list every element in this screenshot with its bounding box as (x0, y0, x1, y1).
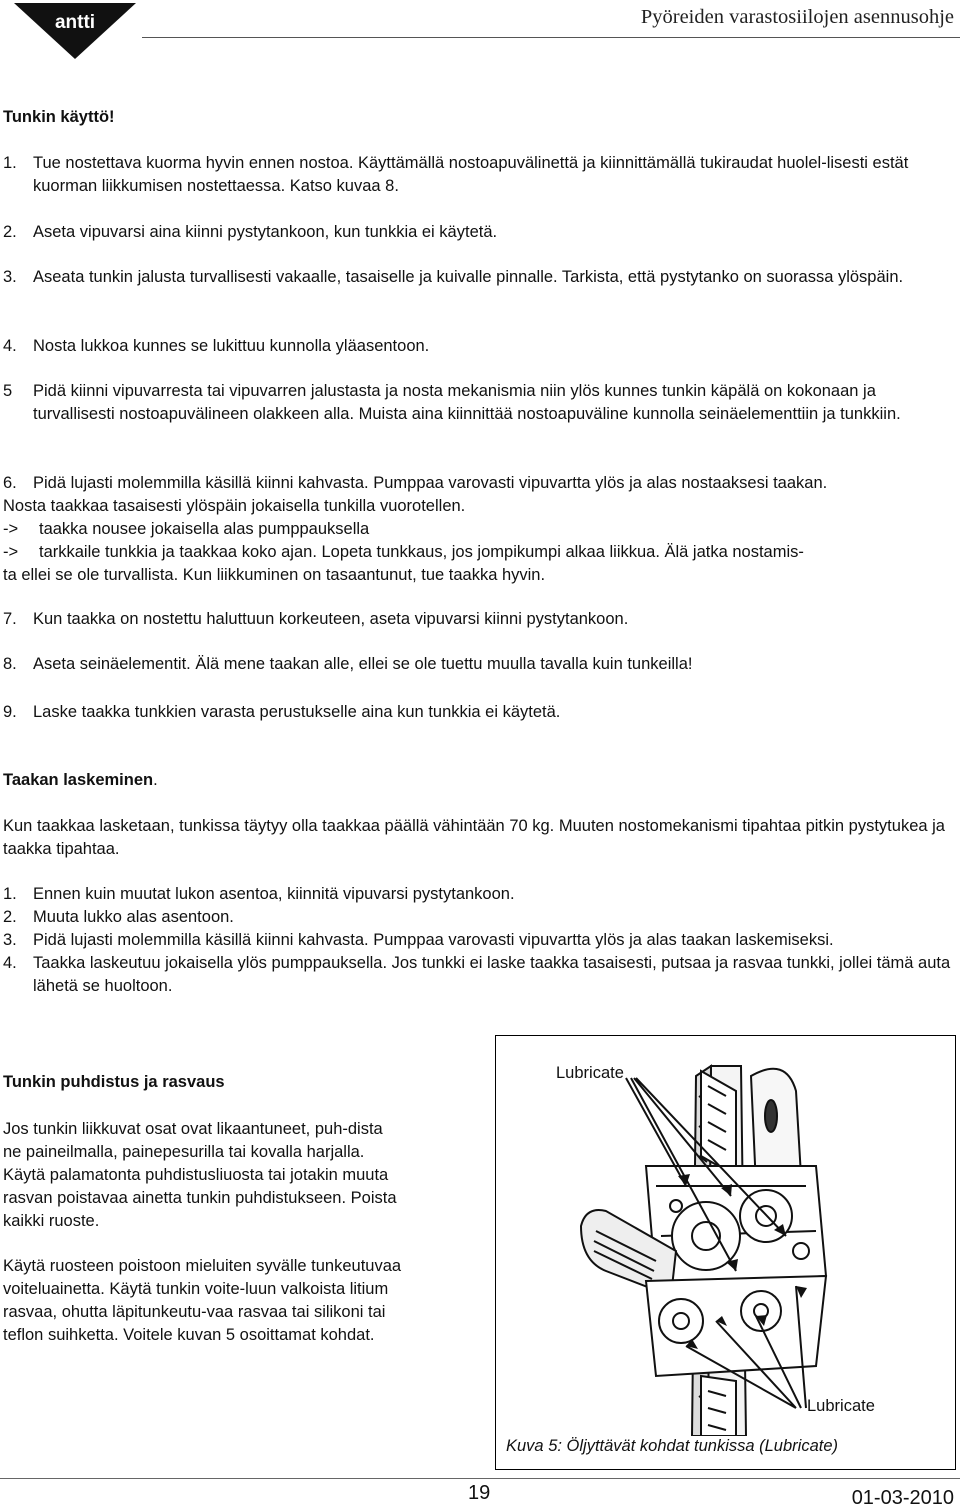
list-item: 4. Nosta lukkoa kunnes se lukittuu kunnolla yläasentoon. (3, 337, 430, 355)
list-item: 3. Aseata tunkin jalusta turvallisesti vakaalle, tasaiselle ja kuivalle pinnalle. Tarkista, että pystytanko on suorassa ylöspäin. (3, 268, 904, 286)
svg-text:antti: antti (54, 12, 96, 33)
lubricate-label-top: Lubricate (556, 1064, 624, 1082)
footer-rule (0, 1478, 960, 1479)
lowering-steps (3, 883, 955, 998)
document-date: 01-03-2010 (851, 1487, 954, 1509)
figure-caption: Kuva 5: Öljyttävät kohdat tunkissa (Lubricate) (506, 1437, 838, 1455)
list-item: 2. Muuta lukko alas asentoon. (3, 908, 234, 926)
list-item: 3. Pidä lujasti molemmilla käsillä kiinni kahvasta. Pumppaa varovasti vipuvartta ylös ja alas taakan laskemiseksi. (3, 931, 834, 949)
list-item: 9. Laske taakka tunkkien varasta perustukselle aina kun tunkkia ei käytetä. (3, 703, 561, 721)
header-rule (142, 37, 960, 38)
list-item-6: 6. Pidä lujasti molemmilla käsillä kiinni kahvasta. Pumppaa varovasti vipuvartta ylös ja alas nostaaksesi taakan. Nosta taakkaa tasaisesti ylöspäin jokaisella tunkilla vuorotellen. -> taakka nousee jokaisella alas pumppauksella -> tarkkaile tunkkia ja taakkaa koko ajan. Lopeta tunkkaus, jos jompikumpi alkaa liikkua. Älä jatka nostamis- ta ellei se ole turvallista. Kun liikkuminen on tasaantunut, tue taakka hyvin. (3, 474, 828, 584)
cleaning-paragraph-2: Käytä ruosteen poistoon mieluiten syvälle tunkeutuvaa voiteluainetta. Käytä tunkin voite-luun valkoista litium rasvaa, ohutta läpitunkeutu-vaa rasvaa tai silikoni tai teflon suihketta. Voitele kuvan 5 osoittamat kohdat. (3, 1257, 402, 1344)
list-item: 4. Taakka laskeutuu jokaisella ylös pumppauksella. Jos tunkki ei laske taakka tasaisesti, putsaa ja rasvaa tunkki, jollei tämä auta lähetä se huoltoon. (3, 954, 951, 995)
brand-logo (14, 3, 136, 59)
document-title: Pyöreiden varastosiilojen asennusohje (640, 6, 954, 28)
page-number: 19 (468, 1482, 491, 1504)
list-item: 1. Tue nostettava kuorma hyvin ennen nostoa. Käyttämällä nostoapuvälinettä ja kiinnittämällä tukiraudat huolel-lisesti estät kuorman liikkumisen nostettaessa. Katso kuvaa 8. (3, 154, 909, 195)
section-heading-cleaning: Tunkin puhdistus ja rasvaus (3, 1073, 225, 1091)
list-item: 5 Pidä kiinni vipuvarresta tai vipuvarren jalustasta ja nosta mekanismia niin ylös kunnes tunkin käpälä on kokonaan ja turvallisesti nostoapuvälineen olakkeen alla. Muista aina kiinnittää nostoapuväline kunnolla seinäelementtiin ja tunkkiin. (3, 382, 901, 423)
section-heading-jack-use: Tunkin käyttö! (3, 108, 115, 126)
section-heading-lowering: Taakan laskeminen. (3, 771, 158, 789)
list-item: 1. Ennen kuin muutat lukon asentoa, kiinnitä vipuvarsi pystytankoon. (3, 885, 515, 903)
list-item: 2. Aseta vipuvarsi aina kiinni pystytankoon, kun tunkkia ei käytetä. (3, 223, 498, 241)
cleaning-paragraph-1: Jos tunkin liikkuvat osat ovat likaantuneet, puh-dista ne paineilmalla, painepesurilla tai kovalla harjalla. Käytä palamatonta puhdistusliuosta tai jotakin muuta rasvan poistavaa ainetta tunkin puhdistukseen. Poista kaikki ruoste. (3, 1120, 397, 1230)
figure-frame (495, 1035, 956, 1470)
list-item: 8. Aseta seinäelementit. Älä mene taakan alle, ellei se ole tuettu muulla tavalla kuin tunkeilla! (3, 655, 693, 673)
lowering-intro: Kun taakkaa lasketaan, tunkissa täytyy olla taakkaa päällä vähintään 70 kg. Muuten nostomekanismi tipahtaa pitkin pystytukea ja taakka tipahtaa. (3, 817, 945, 858)
lubricate-label-bottom: Lubricate (807, 1397, 875, 1415)
jack-mechanism-illustration (496, 1036, 954, 1436)
list-item: 7. Kun taakka on nostettu haluttuun korkeuteen, aseta vipuvarsi kiinni pystytankoon. (3, 610, 629, 628)
